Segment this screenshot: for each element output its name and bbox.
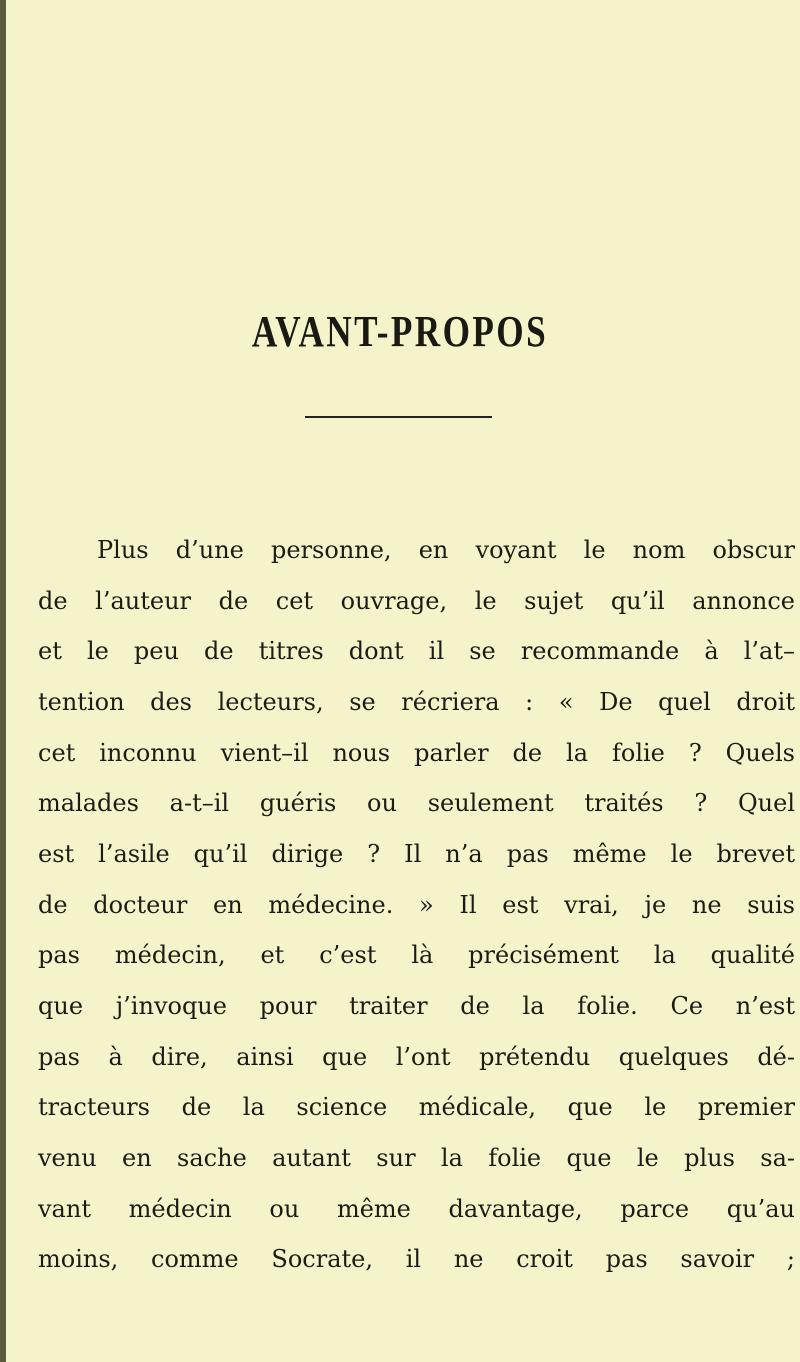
chapter-heading: AVANT-PROPOS <box>251 307 549 356</box>
text-line: moins, comme Socrate, il ne croit pas savoir ; <box>38 1245 795 1274</box>
text-line: pas à dire, ainsi que l’ont prétendu quelques dé- <box>38 1042 795 1071</box>
body-text <box>38 530 795 1290</box>
page-edge <box>0 0 6 1362</box>
text-line: malades a-t–il guéris ou seulement traités ? Quel <box>38 789 795 818</box>
text-line: tention des lecteurs, se récriera : « De quel droit <box>38 687 795 716</box>
text-line: vant médecin ou même davantage, parce qu’au <box>38 1194 795 1223</box>
text-line: de docteur en médecine. » Il est vrai, je ne suis <box>38 890 795 919</box>
text-line: venu en sache autant sur la folie que le plus sa- <box>38 1143 795 1172</box>
text-line: tracteurs de la science médicale, que le premier <box>38 1093 795 1122</box>
text-line: Plus d’une personne, en voyant le nom obscur <box>97 536 795 564</box>
text-line: pas médecin, et c’est là précisément la qualité <box>38 941 795 970</box>
text-line: que j’invoque pour traiter de la folie. Ce n’est <box>38 991 795 1020</box>
text-line: est l’asile qu’il dirige ? Il n’a pas même le brevet <box>38 839 795 868</box>
text-line: cet inconnu vient–il nous parler de la folie ? Quels <box>38 738 795 767</box>
heading-rule <box>305 416 492 418</box>
text-line: et le peu de titres dont il se recommande à l’at– <box>38 637 795 666</box>
text-line: de l’auteur de cet ouvrage, le sujet qu’il annonce <box>38 586 795 615</box>
